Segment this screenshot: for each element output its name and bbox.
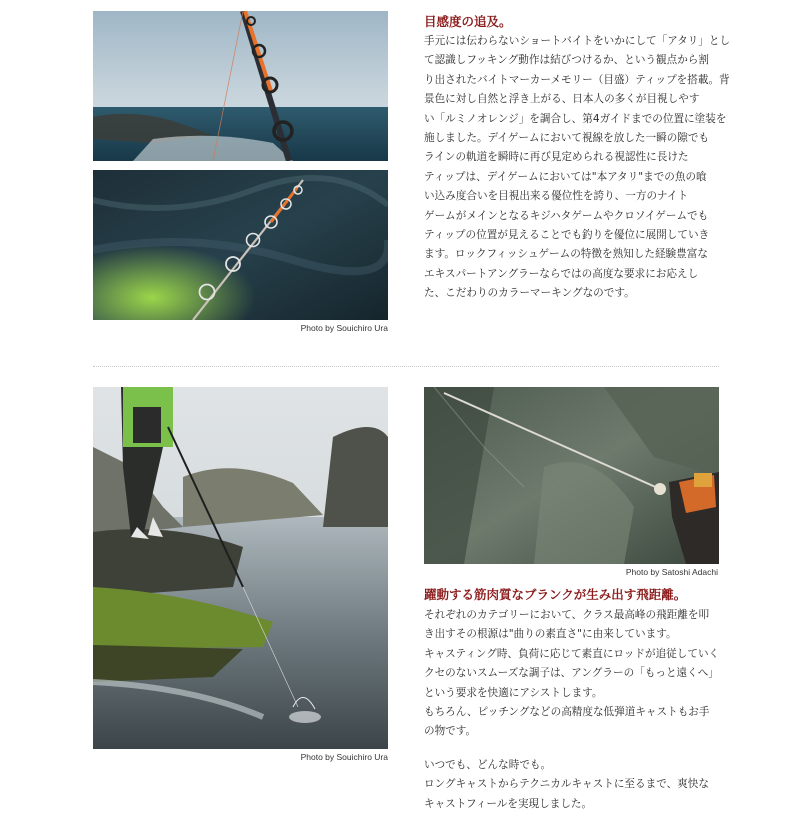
body-line: キャスティング時、負荷に応じて素直にロッドが追従していく bbox=[424, 647, 720, 660]
rod-tip-sky-photo bbox=[93, 11, 388, 161]
body-line: た、こだわりのカラーマーキングなのです。 bbox=[424, 287, 635, 300]
body-line: き出すその根源は"曲りの素直さ"に由来しています。 bbox=[424, 628, 677, 641]
body-line: い「ルミノオレンジ」を調合し、第4ガイドまでの位置に塗装を bbox=[424, 112, 727, 125]
body-line: ロングキャストからテクニカルキャストに至るまで、爽快な bbox=[424, 778, 709, 791]
angler-casting-photo bbox=[424, 387, 719, 564]
body-line: もちろん、ピッチングなどの高精度な低弾道キャストもお手 bbox=[424, 706, 710, 719]
angler-rocks-photo bbox=[93, 387, 388, 749]
body-line: という要求を快適にアシストします。 bbox=[424, 686, 603, 699]
body-line: キャストフィールを実現しました。 bbox=[424, 797, 593, 810]
body-line: それぞれのカテゴリーにおいて、クラス最高峰の飛距離を叩 bbox=[424, 609, 710, 621]
body-line: 手元には伝わらないショートバイトをいかにして「アタリ」とし bbox=[424, 35, 731, 47]
body-line: ティップは、デイゲームにおいては"本アタリ"までの魚の喰 bbox=[424, 170, 707, 183]
body-line: クセのないスムーズな調子は、アングラーの「もっと遠くへ」 bbox=[424, 667, 719, 680]
section-heading-casting-distance: 躍動する筋肉質なブランクが生み出す飛距離。 bbox=[424, 587, 687, 602]
body-line: いつでも、どんな時でも。 bbox=[424, 758, 552, 771]
body-line: 施しました。デイゲームにおいて視線を放した一瞬の隙でも bbox=[424, 132, 710, 145]
body-line: ラインの軌道を瞬時に再び見定められる視認性に長けた bbox=[424, 151, 689, 164]
body-line: ティップの位置が見えることでも釣りを優位に展開していき bbox=[424, 229, 710, 242]
body-line: の物です。 bbox=[424, 725, 477, 738]
section-body-sensitivity bbox=[424, 32, 730, 304]
photo-credit: Photo by Satoshi Adachi bbox=[625, 567, 718, 577]
section-body-casting-distance bbox=[424, 606, 719, 814]
body-line: エキスパートアングラーならではの高度な要求にお応えし bbox=[424, 267, 699, 280]
body-line bbox=[424, 742, 719, 756]
rod-tip-water-photo bbox=[93, 170, 388, 320]
photo-credit: Photo by Souichiro Ura bbox=[300, 752, 388, 762]
body-line: ます。ロックフィッシュゲームの特徴を熟知した経験豊富な bbox=[424, 248, 708, 261]
section-divider bbox=[93, 366, 719, 367]
body-line: て認識しフッキング動作は結びつけるか、という観点から割 bbox=[424, 54, 709, 67]
body-line: 景色に対し自然と浮き上がる、日本人の多くが目視しやす bbox=[424, 93, 700, 106]
body-line: ゲームがメインとなるキジハタゲームやクロソイゲームでも bbox=[424, 209, 709, 222]
photo-credit: Photo by Souichiro Ura bbox=[300, 323, 388, 333]
section-heading-sensitivity: 目感度の追及。 bbox=[424, 14, 512, 29]
body-line: い込み度合いを目視出来る優位性を誇り、一方のナイト bbox=[424, 190, 689, 203]
body-line: り出されたバイトマーカーメモリー（目盛）ティップを搭載。背 bbox=[424, 73, 730, 86]
